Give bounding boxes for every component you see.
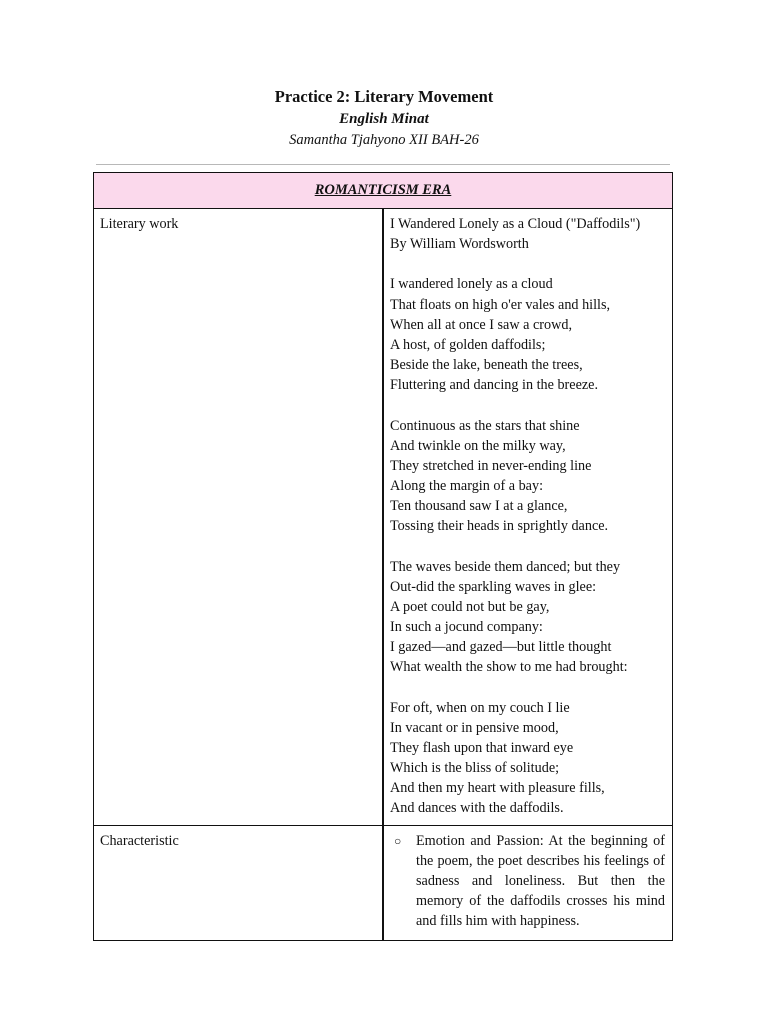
characteristic-list-item — [390, 831, 665, 932]
poem-line: And then my heart with pleasure fills, — [390, 780, 605, 797]
era-header-cell — [94, 173, 673, 209]
characteristic-row — [94, 825, 673, 940]
document-author: Samantha Tjahyono XII BAH-26 — [289, 132, 479, 148]
poem-line: A host, of golden daffodils; — [390, 336, 546, 353]
poem-line: And twinkle on the milky way, — [390, 437, 566, 454]
poem-title: I Wandered Lonely as a Cloud ("Daffodils") — [390, 216, 641, 232]
literary-movement-table — [93, 172, 673, 941]
poem-stanza — [390, 416, 666, 537]
poem-line: I wandered lonely as a cloud — [390, 276, 553, 293]
poem-line: What wealth the show to me had brought: — [390, 659, 628, 676]
document-header — [0, 86, 768, 150]
poem-line: Out-did the sparkling waves in glee: — [390, 578, 597, 595]
poem-line: The waves beside them danced; but they — [390, 558, 621, 575]
poem-line: I gazed—and gazed—but little thought — [390, 639, 612, 656]
poem-line: Tossing their heads in sprightly dance. — [390, 518, 609, 535]
literary-work-content-cell — [383, 209, 673, 826]
poem-line: Continuous as the stars that shine — [390, 417, 580, 434]
hollow-circle-bullet-icon: ○ — [394, 833, 402, 848]
poem-author: By William Wordsworth — [390, 236, 529, 253]
poem-line: In vacant or in pensive mood, — [390, 719, 559, 736]
poem-line: Ten thousand saw I at a glance, — [390, 498, 568, 515]
poem-line: Beside the lake, beneath the trees, — [390, 357, 583, 374]
poem-line: They flash upon that inward eye — [390, 740, 574, 756]
document-title: Practice 2: Literary Movement — [274, 87, 494, 106]
era-header-row — [94, 173, 673, 209]
poem-line: Along the margin of a bay: — [390, 478, 544, 494]
poem-line: Fluttering and dancing in the breeze. — [390, 377, 599, 394]
poem-line: When all at once I saw a crowd, — [390, 316, 572, 333]
poem-line: And dances with the daffodils. — [390, 800, 564, 817]
characteristic-label: Characteristic — [100, 832, 179, 849]
poem-stanza — [390, 274, 666, 395]
poem-line: They stretched in never-ending line — [390, 457, 592, 474]
characteristic-text: Emotion and Passion: At the beginning of the poem, the poet describes his feelings of sadness and loneliness. But then the memory of the daffodils crosses his mind and fills him with happiness. — [416, 832, 665, 930]
stanza-gap — [390, 536, 666, 556]
poem-line: In such a jocund company: — [390, 619, 543, 636]
poem-stanza — [390, 557, 666, 678]
poem-line: Which is the bliss of solitude; — [390, 760, 560, 777]
stanza-gap — [390, 395, 666, 415]
poem-line: For oft, when on my couch I lie — [390, 699, 570, 716]
document-subtitle: English Minat — [339, 111, 429, 127]
literary-work-label-cell — [94, 209, 384, 826]
characteristic-label-cell — [94, 825, 384, 940]
era-title: ROMANTICISM ERA — [314, 182, 452, 198]
literary-work-row — [94, 209, 673, 826]
poem-line: That floats on high o'er vales and hills, — [390, 296, 611, 313]
characteristic-content-cell — [383, 825, 673, 940]
header-divider — [96, 164, 670, 165]
poem-stanza — [390, 698, 666, 819]
stanza-gap — [390, 678, 666, 698]
literary-work-label: Literary work — [100, 216, 179, 232]
poem-line: A poet could not but be gay, — [390, 598, 550, 615]
stanza-gap — [390, 254, 666, 274]
